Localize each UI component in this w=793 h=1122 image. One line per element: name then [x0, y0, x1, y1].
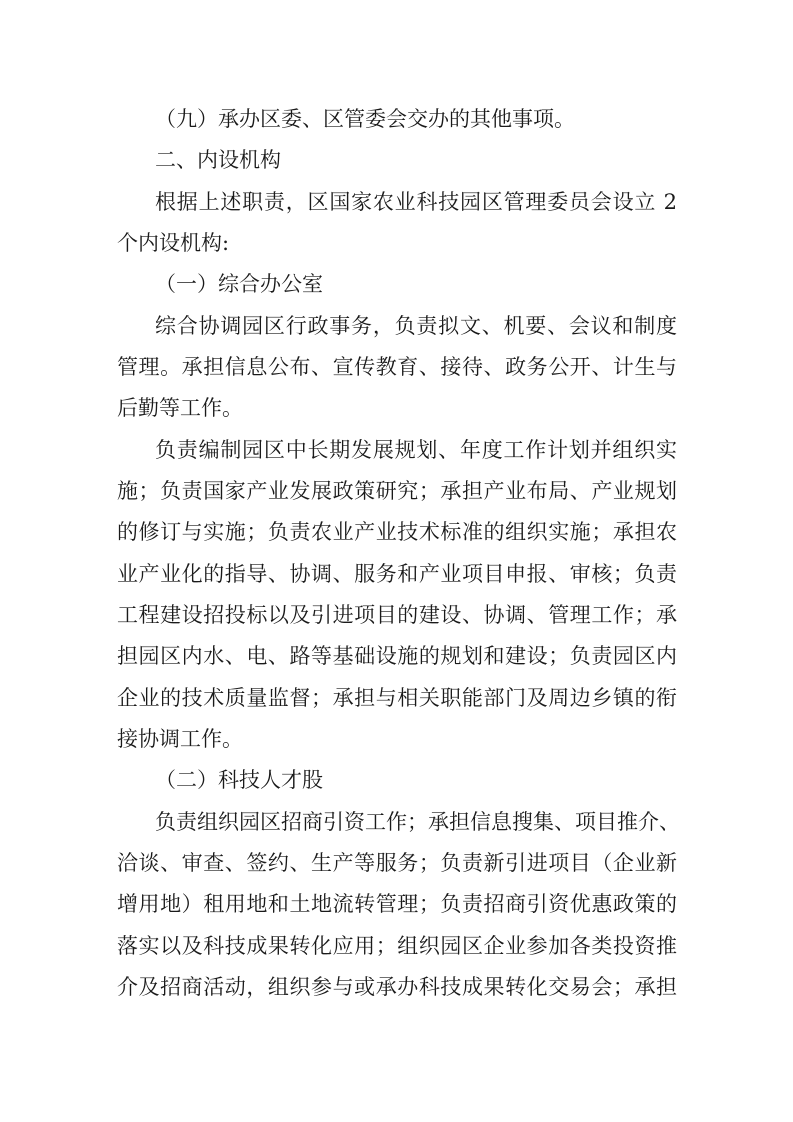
paragraph-line: 施；负责国家产业发展政策研究；承担产业布局、产业规划: [117, 479, 677, 503]
item-nine: （九）承办区委、区管委会交办的其他事项。: [155, 107, 575, 131]
paragraph-line: 洽谈、审查、签约、生产等服务；负责新引进项目（企业新: [117, 851, 677, 875]
paragraph-line: 负责编制园区中长期发展规划、年度工作计划并组织实: [155, 438, 677, 462]
section-heading-internal-bodies: 二、内设机构: [155, 148, 281, 172]
paragraph-line: 增用地）租用地和土地流转管理；负责招商引资优惠政策的: [117, 892, 677, 916]
paragraph-line: 个内设机构:: [117, 231, 230, 255]
paragraph-line: 企业的技术质量监督；承担与相关职能部门及周边乡镇的衔: [117, 686, 677, 710]
paragraph-line: 的修订与实施；负责农业产业技术标准的组织实施；承担农: [117, 520, 677, 544]
paragraph-line: 担园区内水、电、路等基础设施的规划和建设；负责园区内: [117, 644, 677, 668]
paragraph-line: 介及招商活动，组织参与或承办科技成果转化交易会；承担: [117, 975, 677, 999]
paragraph-line: 接协调工作。: [117, 727, 243, 751]
paragraph-line: 综合协调园区行政事务，负责拟文、机要、会议和制度: [155, 314, 677, 338]
paragraph-line: 负责组织园区招商引资工作；承担信息搜集、项目推介、: [155, 810, 680, 834]
subheading-tech-talent-section: （二）科技人才股: [155, 768, 323, 792]
paragraph-line: 工程建设招投标以及引进项目的建设、协调、管理工作；承: [117, 603, 677, 627]
paragraph-line: 后勤等工作。: [117, 396, 243, 420]
subheading-general-office: （一）综合办公室: [155, 272, 323, 296]
paragraph-line: 落实以及科技成果转化应用；组织园区企业参加各类投资推: [117, 934, 677, 958]
paragraph-line: 根据上述职责，区国家农业科技园区管理委员会设立 2: [155, 190, 677, 214]
paragraph-line: 管理。承担信息公布、宣传教育、接待、政务公开、计生与: [117, 355, 677, 379]
paragraph-line: 业产业化的指导、协调、服务和产业项目申报、审核；负责: [117, 562, 677, 586]
